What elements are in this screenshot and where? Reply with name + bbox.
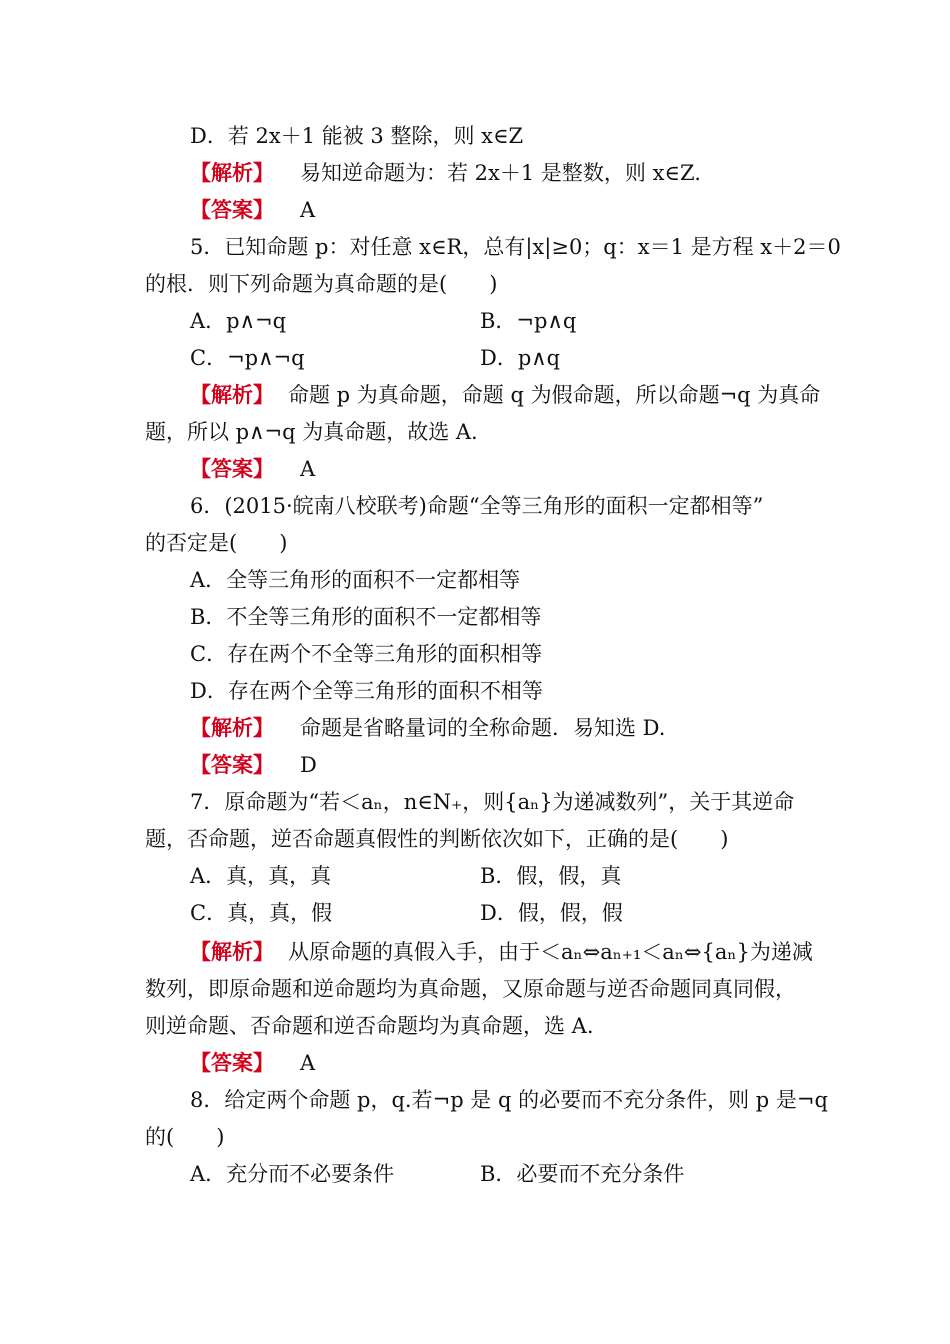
answer-tag: 【答案】 bbox=[190, 457, 274, 481]
q6-option-c: C．存在两个不全等三角形的面积相等 bbox=[190, 642, 543, 666]
analysis-text: 易知逆命题为：若 2x＋1 是整数，则 x∈Z. bbox=[300, 161, 701, 185]
answer-tag: 【答案】 bbox=[190, 198, 274, 222]
q7-analysis-line3: 则逆命题、否命题和逆否命题均为真命题，选 A. bbox=[145, 1014, 594, 1038]
q6-option-d: D．存在两个全等三角形的面积不相等 bbox=[190, 679, 543, 703]
analysis-text: 命题是省略量词的全称命题．易知选 D. bbox=[300, 716, 666, 740]
q7-analysis-line2: 数列，即原命题和逆命题均为真命题，又原命题与逆否命题同真同假， bbox=[145, 977, 796, 1001]
q4-answer bbox=[190, 195, 315, 225]
answer-text: D bbox=[300, 753, 317, 777]
q6-analysis bbox=[190, 713, 665, 743]
q6-stem-line1: 6．(2015·皖南八校联考)命题“全等三角形的面积一定都相等” bbox=[190, 494, 764, 518]
answer-text: A bbox=[300, 457, 316, 481]
q5-option-c: C．¬p∧¬q bbox=[190, 346, 305, 370]
analysis-text: 从原命题的真假入手，由于＜aₙ⇔aₙ₊₁＜aₙ⇔{aₙ}为递减 bbox=[288, 940, 813, 964]
q7-stem-line2: 题，否命题，逆否命题真假性的判断依次如下，正确的是( ) bbox=[145, 827, 729, 851]
analysis-text: 命题 p 为真命题，命题 q 为假命题，所以命题¬q 为真命 bbox=[288, 383, 821, 407]
q8-stem-line1: 8．给定两个命题 p，q.若¬p 是 q 的必要而不充分条件，则 p 是¬q bbox=[190, 1088, 828, 1112]
q5-option-d: D．p∧q bbox=[480, 346, 561, 370]
answer-text: A bbox=[300, 1051, 316, 1075]
q6-answer bbox=[190, 750, 317, 780]
q7-answer bbox=[190, 1048, 315, 1078]
q8-option-b: B．必要而不充分条件 bbox=[480, 1162, 685, 1186]
q7-analysis-line1 bbox=[190, 937, 813, 967]
q7-stem-line1: 7．原命题为“若＜aₙ，n∈N₊，则{aₙ}为递减数列”，关于其逆命 bbox=[190, 790, 795, 814]
q4-option-d: D．若 2x＋1 能被 3 整除，则 x∈Z bbox=[190, 124, 524, 148]
q4-analysis bbox=[190, 158, 701, 188]
q7-options-row2 bbox=[190, 898, 890, 928]
answer-tag: 【答案】 bbox=[190, 753, 274, 777]
q8-options-row1 bbox=[190, 1159, 890, 1189]
q6-option-a: A．全等三角形的面积不一定都相等 bbox=[190, 568, 521, 592]
q6-stem-line2: 的否定是( ) bbox=[145, 531, 288, 555]
q5-analysis-line1 bbox=[190, 380, 820, 410]
q7-option-a: A．真，真，真 bbox=[190, 864, 332, 888]
q5-option-b: B．¬p∧q bbox=[480, 309, 577, 333]
answer-tag: 【答案】 bbox=[190, 1051, 274, 1075]
answer-text: A bbox=[300, 198, 316, 222]
q5-analysis-line2: 题，所以 p∧¬q 为真命题，故选 A. bbox=[145, 420, 478, 444]
q8-stem-line2: 的( ) bbox=[145, 1125, 225, 1149]
q7-option-d: D．假，假，假 bbox=[480, 901, 623, 925]
q5-option-a: A．p∧¬q bbox=[190, 309, 287, 333]
analysis-tag: 【解析】 bbox=[190, 716, 274, 740]
q7-option-c: C．真，真，假 bbox=[190, 901, 333, 925]
q7-options-row1 bbox=[190, 861, 890, 891]
q6-option-b: B．不全等三角形的面积不一定都相等 bbox=[190, 605, 542, 629]
q5-options-row1 bbox=[190, 306, 890, 336]
q8-option-a: A．充分而不必要条件 bbox=[190, 1162, 395, 1186]
q5-options-row2 bbox=[190, 343, 890, 373]
analysis-tag: 【解析】 bbox=[190, 161, 274, 185]
q7-option-b: B．假，假，真 bbox=[480, 864, 622, 888]
analysis-tag: 【解析】 bbox=[190, 940, 274, 964]
q5-stem-line2: 的根．则下列命题为真命题的是( ) bbox=[145, 272, 498, 296]
q5-stem-line1: 5．已知命题 p：对任意 x∈R，总有|x|≥0；q：x＝1 是方程 x＋2＝0 bbox=[190, 235, 841, 259]
q5-answer bbox=[190, 454, 315, 484]
analysis-tag: 【解析】 bbox=[190, 383, 274, 407]
